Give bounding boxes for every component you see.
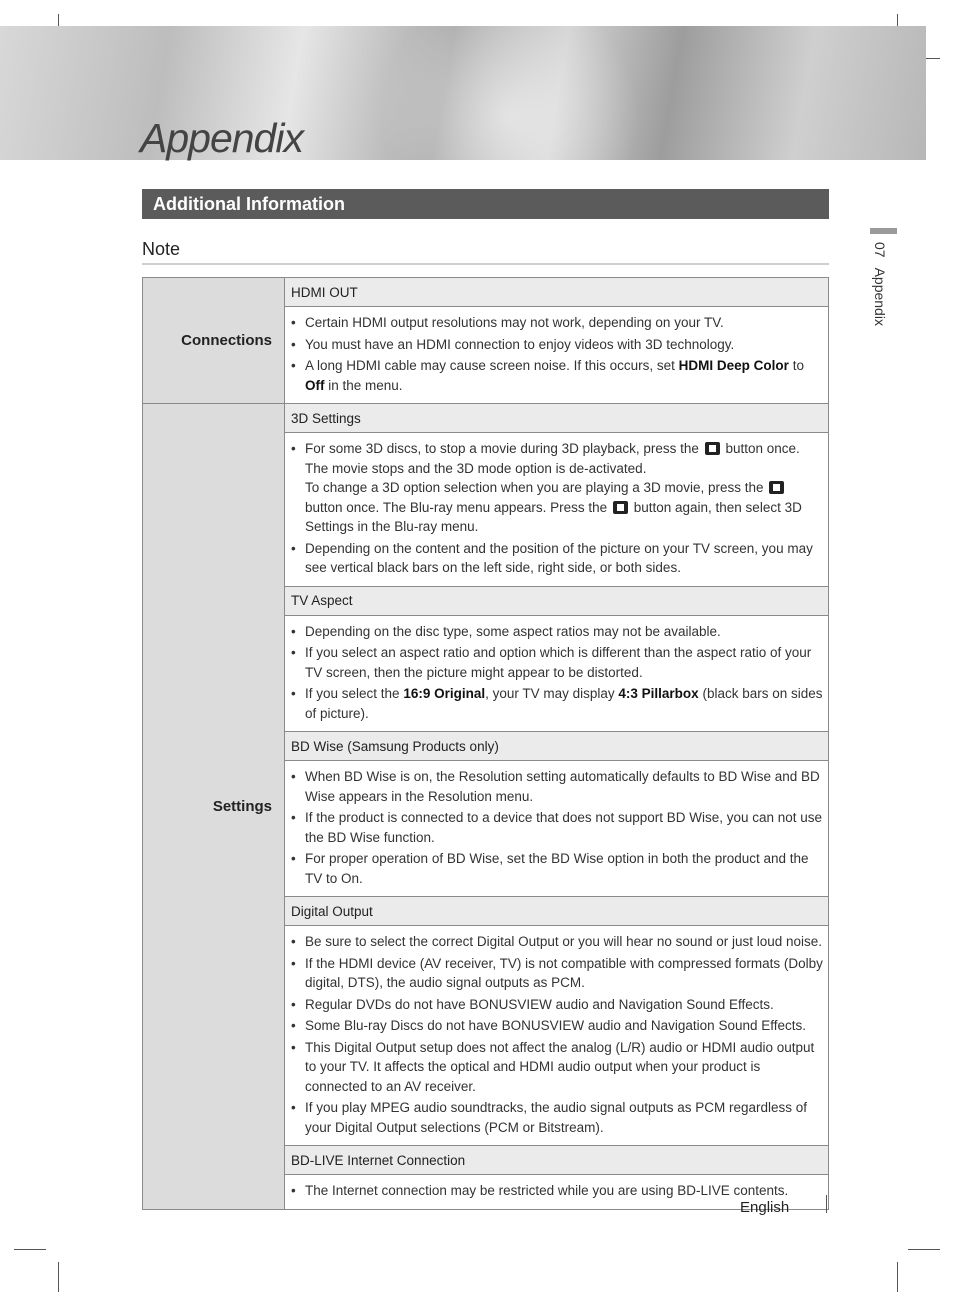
list-item: • A long HDMI cable may cause screen noise. If this occurs, set HDMI Deep Color to Off in the menu. — [291, 356, 824, 395]
list-item: • For some 3D discs, to stop a movie during 3D playback, press the button once. The movie stops and the 3D mode option is de-activated. To change a 3D option selection when you are playing a 3D movie, press the button once. The Blu-ray menu appears. Press the button again, then select 3D Settings in the Blu-ray menu. — [291, 439, 824, 537]
list-item: • The Internet connection may be restricted while you are using BD-LIVE contents. — [291, 1181, 824, 1201]
chapter-tab-marker — [870, 228, 897, 234]
list-item: • Be sure to select the correct Digital Output or you will hear no sound or just loud noise. — [291, 932, 824, 952]
list-item: • When BD Wise is on, the Resolution setting automatically defaults to BD Wise and BD Wise appears in the Resolution menu. — [291, 767, 824, 806]
subsection-bd-live: BD-LIVE Internet Connection — [285, 1146, 829, 1175]
list-item: • If you play MPEG audio soundtracks, the audio signal outputs as PCM regardless of your Digital Output selections (PCM or Bitstream). — [291, 1098, 824, 1137]
note-divider — [142, 263, 829, 265]
list-item: • For proper operation of BD Wise, set the BD Wise option in both the product and the TV to On. — [291, 849, 824, 888]
stop-button-icon — [613, 501, 628, 514]
notes-table — [142, 277, 829, 1210]
stop-button-icon — [769, 481, 784, 494]
subsection-tv-aspect: TV Aspect — [285, 586, 829, 615]
list-item: • You must have an HDMI connection to enjoy videos with 3D technology. — [291, 335, 824, 355]
stop-button-icon — [705, 442, 720, 455]
page-title: Appendix — [140, 115, 303, 161]
list-item: • Certain HDMI output resolutions may not work, depending on your TV. — [291, 313, 824, 333]
subsection-3d-settings: 3D Settings — [285, 404, 829, 433]
list-item: • Depending on the content and the position of the picture on your TV screen, you may see vertical black bars on the left side, right side, or both sides. — [291, 539, 824, 578]
subsection-digital-output: Digital Output — [285, 897, 829, 926]
subsection-body — [285, 615, 829, 732]
footer-language: English — [740, 1199, 790, 1216]
chapter-name: Appendix — [872, 267, 888, 326]
category-connections: Connections — [143, 278, 285, 404]
crop-mark — [908, 1249, 940, 1250]
category-settings: Settings — [143, 404, 285, 1210]
subsection-body — [285, 307, 829, 404]
chapter-number: 07 — [872, 242, 888, 258]
list-item: • Depending on the disc type, some aspect ratios may not be available. — [291, 622, 824, 642]
subsection-bd-wise: BD Wise (Samsung Products only) — [285, 732, 829, 761]
note-heading: Note — [142, 239, 181, 259]
header-sheen — [380, 26, 640, 160]
list-item: • This Digital Output setup does not affect the analog (L/R) audio or HDMI audio output to your TV. It affects the optical and HDMI audio output when your product is connected to an AV receiver. — [291, 1038, 824, 1097]
subsection-body — [285, 926, 829, 1146]
list-item: • If you select an aspect ratio and option which is different than the aspect ratio of your TV screen, then the picture might appear to be distorted. — [291, 643, 824, 682]
list-item: • Some Blu-ray Discs do not have BONUSVIEW audio and Navigation Sound Effects. — [291, 1016, 824, 1036]
list-item: • If the product is connected to a device that does not support BD Wise, you can not use the BD Wise function. — [291, 808, 824, 847]
section-title: Additional Information — [142, 189, 829, 219]
list-item: • Regular DVDs do not have BONUSVIEW audio and Navigation Sound Effects. — [291, 995, 824, 1015]
table-row — [143, 278, 829, 307]
crop-mark — [14, 1249, 46, 1250]
header-banner — [0, 26, 926, 160]
crop-mark — [58, 1262, 59, 1292]
list-item: • If the HDMI device (AV receiver, TV) is not compatible with compressed formats (Dolby digital, DTS), the audio signal outputs as PCM. — [291, 954, 824, 993]
list-item: • If you select the 16:9 Original, your TV may display 4:3 Pillarbox (black bars on sides of picture). — [291, 684, 824, 723]
subsection-body — [285, 433, 829, 587]
chapter-side-label — [872, 242, 888, 326]
footer-divider — [826, 1195, 827, 1213]
subsection-hdmi-out: HDMI OUT — [285, 278, 829, 307]
crop-mark — [897, 1262, 898, 1292]
table-row — [143, 404, 829, 433]
subsection-body — [285, 761, 829, 897]
